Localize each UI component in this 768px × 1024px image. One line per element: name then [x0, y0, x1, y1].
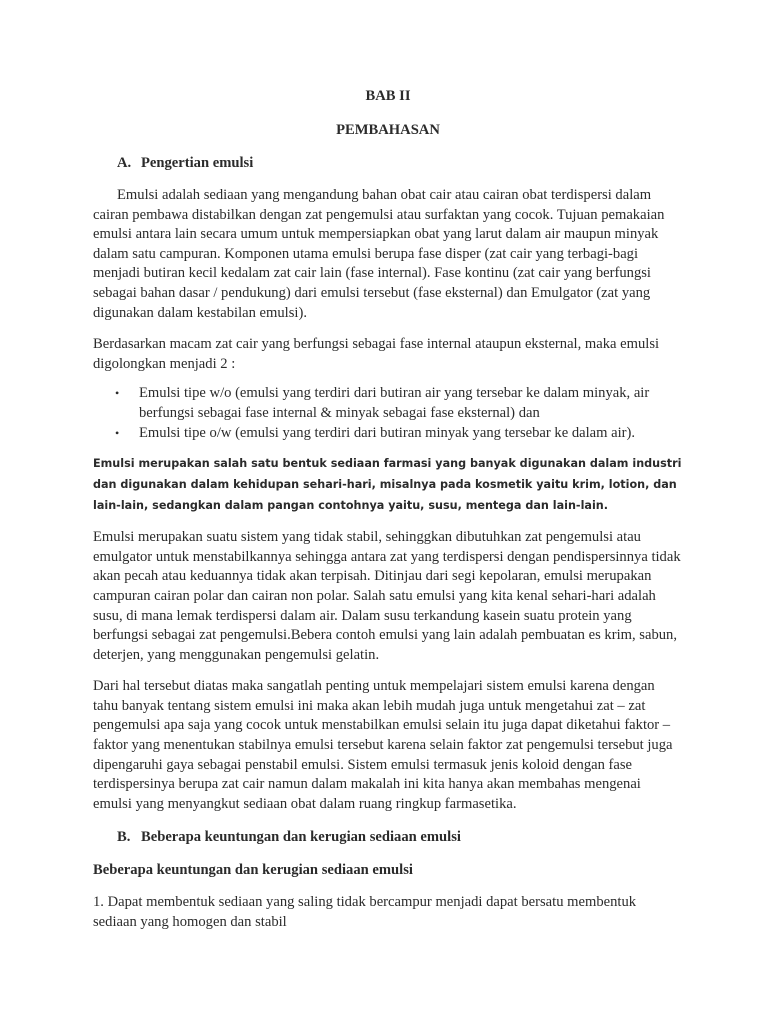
section-a-title: Pengertian emulsi	[141, 155, 254, 171]
section-b-heading	[93, 827, 683, 847]
subheading-advantages: Beberapa keuntungan dan kerugian sediaan emulsi	[93, 862, 413, 879]
paragraph-usage-bold: Emulsi merupakan salah satu bentuk sediaan farmasi yang banyak digunakan dalam industri dan digunakan dalam kehidupan sehari-hari, misalnya pada kosmetik yaitu krim, lotion, dan lain-lain, sedangkan dalam pangan contohnya yaitu, susu, mentega dan lain-lain.	[93, 457, 682, 513]
list-item	[93, 424, 683, 444]
section-b-title: Beberapa keuntungan dan kerugian sediaan emulsi	[141, 829, 461, 846]
list-item-text: Emulsi tipe o/w (emulsi yang terdiri dari butiran minyak yang tersebar ke dalam air).	[139, 424, 636, 441]
section-b-number: B.	[117, 829, 131, 846]
section-a-number: A.	[117, 155, 132, 171]
paragraph-definition: Emulsi adalah sediaan yang mengandung bahan obat cair atau cairan obat terdispersi dalam cairan pembawa distabilkan dengan zat pengemulsi atau surfaktan yang cocok. Tujuan pemakaian emulsi antara lain secara umum untuk mempersiapkan obat yang larut dalam air maupun minyak dalam satu campuran. Komponen utama emulsi berupa fase disper (zat cair yang terbagi-bagi menjadi butiran kecil kedalam zat cair lain (fase internal). Fase kontinu (zat cair yang berfungsi sebagai bahan dasar / pendukung) dari emulsi tersebut (fase eksternal) dan Emulgator (zat yang digunakan dalam kestabilan emulsi).	[93, 187, 665, 321]
paragraph-importance: Dari hal tersebut diatas maka sangatlah penting untuk mempelajari sistem emulsi karena dengan tahu banyak tentang sistem emulsi ini maka akan lebih mudah juga untuk mengetahui zat – zat pengemulsi apa saja yang cocok untuk menstabilkan emulsi selain itu juga dapat diketahui faktor – faktor yang menentukan stabilnya emulsi tersebut karena selain faktor zat pengemulsi tersebut juga dipengaruhi gaya sebagai penstabil emulsi. Sistem emulsi termasuk jenis koloid dengan fase terdispersinya berupa zat cair namun dalam makalah ini kita hanya akan membahas mengenai emulsi yang menyangkut sediaan obat dalam ruang ringkup farmasetika.	[93, 678, 673, 812]
bullet-icon: •	[115, 386, 120, 401]
section-a-heading	[93, 153, 683, 173]
list-item	[93, 384, 683, 423]
paragraph-advantage-1: 1. Dapat membentuk sediaan yang saling tidak bercampur menjadi dapat bersatu membentuk sediaan yang homogen dan stabil	[93, 894, 637, 930]
list-item-text: Emulsi tipe w/o (emulsi yang terdiri dari butiran air yang tersebar ke dalam minyak, air berfungsi sebagai fase internal & minyak sebagai fase eksternal) dan	[139, 385, 650, 421]
chapter-number: BAB II	[365, 88, 411, 104]
bullet-icon: •	[115, 425, 120, 440]
emulsion-type-list	[93, 384, 683, 443]
paragraph-stability: Emulsi merupakan suatu sistem yang tidak stabil, sehinggkan dibutuhkan zat pengemulsi atau emulgator untuk menstabilkannya sehingga antara zat yang terdispersi dengan pendispersinnya tidak akan pecah atau keduannya tidak akan terpisah. Ditinjau dari segi kepolaran, emulsi merupakan campuran cairan polar dan cairan non polar. Salah satu emulsi yang kita kenal sehari-hari adalah susu, di mana lemak terdispersi dalam air. Dalam susu terkandung kasein suatu protein yang berfungsi sebagai zat pengemulsi.Bebera contoh emulsi yang lain adalah pembuatan es krim, sabun, deterjen, yang menggunakan pengemulsi gelatin.	[93, 529, 681, 663]
document-body	[93, 86, 683, 932]
paragraph-classification: Berdasarkan macam zat cair yang berfungsi sebagai fase internal ataupun eksternal, maka emulsi digolongkan menjadi 2 :	[93, 336, 660, 372]
chapter-title: PEMBAHASAN	[336, 122, 440, 138]
